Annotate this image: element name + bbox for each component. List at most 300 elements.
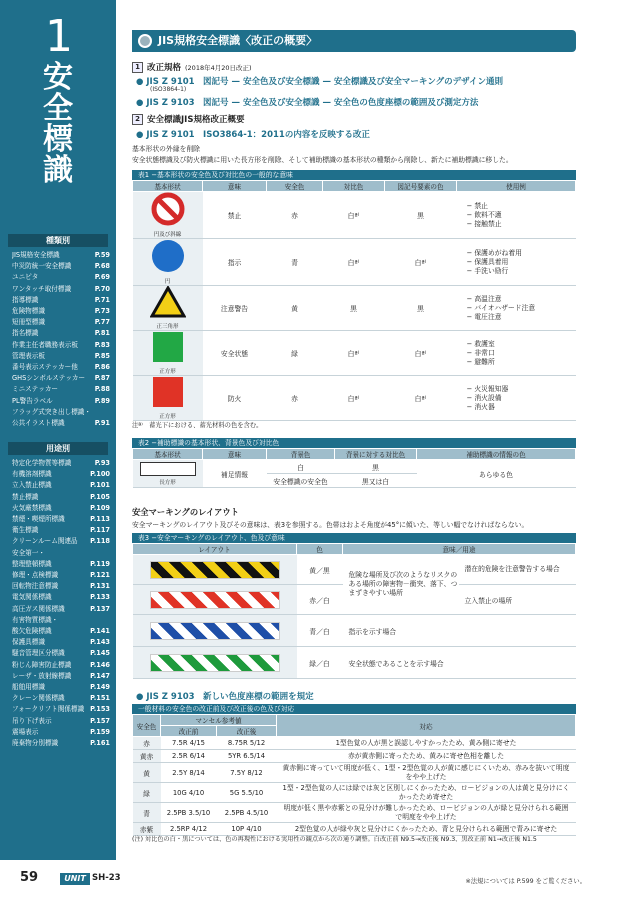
sidebar-link-page: P.87: [94, 374, 110, 383]
sidebar-link-page: P.137: [90, 604, 110, 613]
table3-meaning: 安全状態であることを示す場合: [343, 647, 576, 679]
table1-header: 図記号要素の色: [385, 181, 457, 192]
sidebar-link[interactable]: [12, 492, 110, 503]
sidebar-link[interactable]: [12, 295, 110, 306]
table4-action: 1型色覚の人が黒と誤認しやすかったため、黄み側に寄せた: [277, 737, 576, 750]
table1-meaning: 注意警告: [203, 286, 267, 331]
table3: [132, 543, 576, 679]
sidebar-link-label: フォークリフト関係標識: [12, 705, 85, 714]
sidebar-link[interactable]: [12, 738, 110, 749]
stripe-red-white: [150, 591, 280, 609]
mandatory-sign-icon: [151, 239, 185, 275]
sidebar-link-page: P.151: [90, 694, 110, 703]
section-header: [132, 30, 576, 52]
sidebar-link[interactable]: [12, 306, 110, 317]
sidebar-link[interactable]: [12, 396, 110, 407]
sidebar-link-page: P.83: [94, 340, 110, 349]
table1-header: 基本形状: [133, 181, 203, 192]
table3-caption: 表3 −安全マーキングのレイアウト、色及び意味: [132, 533, 576, 543]
sidebar-link-label: クレーン関係標識: [12, 694, 65, 703]
sidebar-link[interactable]: [12, 480, 110, 491]
sidebar-link[interactable]: [12, 693, 110, 704]
sidebar-link[interactable]: [12, 272, 110, 283]
usage-item: − 消火器: [466, 402, 495, 411]
table4-caption: 一般材料の安全色の改正前及び改正後の色及び対応: [132, 704, 576, 714]
layout-title: 安全マーキングのレイアウト: [132, 507, 239, 517]
sidebar-link[interactable]: [12, 637, 110, 648]
chapter-number: 1: [45, 11, 73, 62]
table1-row: [133, 192, 576, 239]
usage-item: − 禁止: [466, 201, 488, 210]
shape-caption: 正方形: [159, 369, 176, 375]
table2-info: あらゆる色: [417, 460, 576, 488]
fire-sign-icon: [152, 376, 184, 410]
sidebar-link-label: 船舶用標識: [12, 683, 45, 692]
sidebar-link-label: 公共イラスト標識: [12, 419, 65, 428]
sidebar-link-page: P.153: [90, 705, 110, 714]
chapter-title: 安全標識: [43, 60, 73, 188]
table4-color: 黄: [133, 763, 161, 783]
subheading-2: [132, 113, 244, 125]
sidebar-link[interactable]: [12, 671, 110, 682]
sidebar-link-page: P.85: [94, 351, 110, 360]
table2-header: 背景に対する対比色: [335, 449, 417, 460]
sidebar-link-label: 騒音管理区分標識: [12, 649, 65, 658]
table1-header-row: [133, 181, 576, 192]
sidebar-link[interactable]: [12, 592, 110, 603]
sidebar-link[interactable]: [12, 716, 110, 727]
sidebar-link[interactable]: [12, 261, 110, 272]
sidebar-link[interactable]: [12, 559, 110, 570]
table1-symbol-color: 白ª⁾: [385, 331, 457, 376]
sidebar-link-label: 修理・点検標識: [12, 571, 59, 580]
warning-sign-icon: [150, 286, 186, 320]
table1-contrast-color: 黒: [323, 286, 385, 331]
table1-symbol-color: 黒: [385, 286, 457, 331]
sidebar-link-label: ユニピタ: [12, 273, 39, 282]
table2-header: 基本形状: [133, 449, 203, 460]
table1-safety-color: 赤: [267, 376, 323, 421]
sidebar-link-page: P.105: [90, 492, 110, 501]
table1-row: [133, 239, 576, 286]
sidebar-link-label: ワンタッチ取付標識: [12, 284, 72, 293]
sidebar-link-label: 衛生標識: [12, 526, 39, 535]
table3-color: 赤／白: [297, 585, 343, 615]
sidebar-link[interactable]: [12, 548, 110, 559]
table1-row: [133, 376, 576, 421]
table4-action: 2型色覚の人が緑や灰と見分けにくかったため、青と見分けられる範囲で青みに寄せた: [277, 823, 576, 836]
table1-shape-cell: [133, 331, 203, 376]
sidebar-link-label: 中災防統一安全標識: [12, 262, 72, 271]
subheading-title: 安全標識JIS規格改正概要: [147, 115, 245, 125]
shape-caption: 正方形: [159, 414, 176, 420]
table1-shape-cell: [133, 376, 203, 421]
table1-safety-color: 緑: [267, 331, 323, 376]
table1-meaning: 指示: [203, 239, 267, 286]
table1-meaning: 禁止: [203, 192, 267, 239]
sidebar-link-label: 番号表示ステッカー他: [12, 363, 78, 372]
sidebar-link[interactable]: [12, 536, 110, 547]
table3-meaning-danger: 危険な場所及び次のようなリスクのある場所の障害物－衝突、落下、つまずきやすい場所: [343, 555, 459, 615]
sidebar-link-page: P.131: [90, 582, 110, 591]
sidebar-link[interactable]: [12, 340, 110, 351]
table1-safety-color: 黄: [267, 286, 323, 331]
sidebar-link-label: 整理整頓標識: [12, 559, 52, 568]
jis-z9101-sub: (ISO3864-1): [150, 86, 187, 93]
sidebar-link-label: 安全第一・: [12, 548, 45, 557]
table2-caption: 表2 −補助標識の基本形状、背景色及び対比色: [132, 438, 576, 448]
table1-usage: [457, 376, 576, 421]
sidebar-link[interactable]: [12, 373, 110, 384]
table3-header-row: [133, 544, 576, 555]
sidebar-link[interactable]: [12, 469, 110, 480]
section-title: JIS規格安全標識〈改正の概要〉: [158, 34, 318, 47]
sidebar-link-label: 有害物質標識・: [12, 615, 59, 624]
table2-header: 背景色: [267, 449, 335, 460]
sidebar-link-label: 廃棄物分別標識: [12, 739, 59, 748]
sidebar-link-page: P.143: [90, 638, 110, 647]
sidebar-link[interactable]: [12, 648, 110, 659]
jis-z9101-iso-line: ● JIS Z 9101 ISO3864-1：2011の内容を反映する改正: [136, 130, 370, 140]
table3-color: 青／白: [297, 615, 343, 647]
layout-desc: 安全マーキングのレイアウト及びその意味は、表3を参照する。色帯はおよそ角度が45°に傾いた、等しい幅でなければならない。: [132, 521, 529, 529]
sidebar-link-label: フラッグ式突き出し標識・: [12, 407, 91, 416]
table1-row: [133, 331, 576, 376]
usage-item: − 飲料不適: [466, 210, 502, 219]
subheading-number: 2: [132, 114, 143, 125]
sidebar-link[interactable]: [12, 384, 110, 395]
table4-color: 黄赤: [133, 750, 161, 763]
shape-caption: 円及び斜線: [153, 232, 182, 238]
sidebar-link[interactable]: [12, 317, 110, 328]
sidebar-link-label: レーザ・放射線標識: [12, 671, 72, 680]
sidebar-link-label: 高圧ガス関係標識: [12, 604, 65, 613]
shape-caption: 正三角形: [156, 324, 179, 330]
sidebar-link-label: 火気厳禁標識: [12, 503, 52, 512]
sidebar-link[interactable]: [12, 458, 110, 469]
table1-contrast-color: 白ª⁾: [323, 192, 385, 239]
sidebar-link[interactable]: [12, 328, 110, 339]
sidebar-link-label: 立入禁止標識: [12, 481, 52, 490]
table3-meaning: 立入禁止の場所: [459, 585, 576, 615]
sidebar-link-page: P.77: [94, 318, 110, 327]
paragraph-1: 基本形状の外縁を削除: [132, 145, 200, 153]
usage-item: − 保護めがね着用: [466, 248, 522, 257]
sidebar-link[interactable]: [12, 418, 110, 429]
sidebar-link-page: P.91: [94, 419, 110, 428]
table3-color: 黄／黒: [297, 555, 343, 585]
subheading-title: 改正規格: [147, 63, 182, 73]
sidebar-link-page: P.70: [94, 284, 110, 293]
usage-item: − 高温注意: [466, 294, 502, 303]
table3-meaning: 潜在的危険を注意警告する場合: [459, 555, 576, 585]
table3-meaning: 指示を示す場合: [343, 615, 576, 647]
sidebar-link[interactable]: [12, 362, 110, 373]
table4-action: 黄赤側に寄っていて明度が低く、1型・2型色覚の人が黄に感じにくいため、赤みを抜いて明度をやや上げた: [277, 763, 576, 783]
table4-before: 2.5Y 8/14: [161, 763, 217, 783]
sidebar-link-page: P.86: [94, 363, 110, 372]
sidebar-link-label: 管理表示板: [12, 351, 45, 360]
brand-logo: UNIT: [60, 873, 90, 885]
sidebar-link-page: P.89: [94, 396, 110, 405]
sidebar-link-page: P.109: [90, 503, 110, 512]
sidebar-link-page: P.59: [94, 251, 110, 259]
paragraph-2: 安全状態標識及び防火標識に用いた長方形を削除、そして補助標識の基本形状の種類から削除し、新たに補助標識に移した。: [132, 156, 513, 164]
jis-z9103-line: ● JIS Z 9103 図記号 — 安全色及び安全標識 — 安全色の色度座標の範囲及び測定方法: [136, 98, 479, 108]
sidebar-link-page: P.71: [94, 295, 110, 304]
sidebar-link-page: P.93: [94, 459, 110, 467]
table1-caption: 表1 −基本形状の安全色及び対比色の一般的な意味: [132, 170, 576, 180]
table4-color: 赤紫: [133, 823, 161, 836]
usage-item: − 保護具着用: [466, 257, 509, 266]
footer-note: ※法規については P.599 をご覧ください。: [465, 878, 586, 885]
table1-usage: [457, 239, 576, 286]
table1-safety-color: 赤: [267, 192, 323, 239]
table2-shape-cell: [133, 460, 203, 488]
stripe-green-white: [150, 654, 280, 672]
table3-color: 緑／白: [297, 647, 343, 679]
table4-header: 改正前: [161, 726, 217, 737]
sidebar-link-page: P.68: [94, 262, 110, 271]
sidebar-link-label: GHSシンボルステッカー: [12, 374, 86, 383]
table4-before: 2.5PB 3.5/10: [161, 803, 217, 823]
table2-row: [133, 460, 576, 474]
sidebar-link-label: PL警告ラベル: [12, 396, 53, 405]
sidebar-section-use-title: 用途別: [8, 442, 108, 455]
sidebar-link-label: 酸欠危険標識: [12, 627, 52, 636]
table4-after: 7.5Y 8/12: [217, 763, 277, 783]
table2-header: 補助標識の情報の色: [417, 449, 576, 460]
table4-note: (注) 対比色の白・黒については、色の再現性における実用性の観点から次の通り調整。白改正前 N9.5→改正後 N9.3、黒改正前 N1→改正後 N1.5: [132, 836, 537, 843]
table1-header: 対比色: [323, 181, 385, 192]
stripe-cell: [133, 555, 297, 585]
table4-before: 2.5R 6/14: [161, 750, 217, 763]
sidebar-link-label: 回転物注意標識: [12, 582, 59, 591]
table4: [132, 714, 576, 836]
table1-symbol-color: 白ª⁾: [385, 376, 457, 421]
table3-header: 色: [297, 544, 343, 555]
sidebar-link-label: 特定化学物質等標識: [12, 459, 72, 467]
usage-item: − 非常口: [466, 348, 495, 357]
sidebar-link[interactable]: [12, 704, 110, 715]
table4-action: 1型・2型色覚の人には緑では灰と区別しにくかったため、ロービジョンの人は黄と見分けにくかったため寄せた: [277, 783, 576, 803]
stripe-blue-white: [150, 622, 280, 640]
sidebar-link-label: 吊り下げ表示: [12, 716, 52, 725]
usage-item: − 救護室: [466, 339, 495, 348]
sidebar-link-label: 電気関係標識: [12, 593, 52, 602]
sidebar-link-label: 指名標識: [12, 329, 39, 338]
table4-header-row: [133, 715, 576, 726]
sidebar-link-page: P.73: [94, 307, 110, 316]
sidebar-link[interactable]: [12, 503, 110, 514]
sidebar-link-page: P.100: [90, 470, 110, 479]
table4-row: [133, 750, 576, 763]
sidebar-link-label: JIS規格安全標識: [12, 251, 60, 259]
sidebar-link-page: P.147: [90, 671, 110, 680]
table1-usage: [457, 192, 576, 239]
table4-header: 改正後: [217, 726, 277, 737]
sidebar-link-page: P.121: [90, 571, 110, 580]
table4-before: 7.5R 4/15: [161, 737, 217, 750]
bullet-icon: [138, 34, 152, 48]
safe-condition-sign-icon: [152, 331, 184, 365]
usage-item: − 手洗い励行: [466, 266, 509, 275]
sidebar-link-page: P.119: [90, 559, 110, 568]
table4-header: 安全色: [133, 715, 161, 737]
catalog-code: SH-23: [92, 873, 121, 883]
table4-header: マンセル参考値: [161, 715, 277, 726]
stripe-cell: [133, 647, 297, 679]
table1-shape-cell: [133, 286, 203, 331]
sidebar-link-page: P.88: [94, 385, 110, 394]
table4-color: 赤: [133, 737, 161, 750]
sidebar-link-page: P.101: [90, 481, 110, 490]
table1-contrast-color: 白ª⁾: [323, 331, 385, 376]
sidebar-link[interactable]: [12, 727, 110, 738]
sidebar-link-page: P.157: [90, 716, 110, 725]
sidebar-link-page: P.81: [94, 329, 110, 338]
table4-after: 8.75R 5/12: [217, 737, 277, 750]
sidebar-link-page: P.161: [90, 739, 110, 748]
shape-caption: 円: [164, 279, 171, 285]
table3-row: [133, 647, 576, 679]
jis-z9101-line: ● JIS Z 9101 図記号 — 安全色及び安全標識 — 安全標識及び安全マーキングのデザイン通則: [136, 77, 504, 87]
sidebar-link[interactable]: [12, 660, 110, 671]
table1: [132, 180, 576, 421]
sidebar-link-page: P.141: [90, 627, 110, 636]
sidebar-section-type-title: 種類別: [8, 234, 108, 247]
sidebar-link-page: P.149: [90, 683, 110, 692]
usage-item: − 火災報知器: [466, 384, 509, 393]
sidebar-link-page: P.133: [90, 593, 110, 602]
table2-header-row: [133, 449, 576, 460]
table2-bg: 白: [267, 460, 335, 474]
stripe-cell: [133, 585, 297, 615]
sidebar-link-label: 作業主任者職務表示板: [12, 340, 78, 349]
table4-color: 緑: [133, 783, 161, 803]
table4-before: 2.5RP 4/12: [161, 823, 217, 836]
sidebar-link[interactable]: [12, 615, 110, 626]
table4-after: 5G 5.5/10: [217, 783, 277, 803]
usage-item: − 電圧注意: [466, 312, 502, 321]
table3-row: [133, 555, 576, 585]
table4-row: [133, 763, 576, 783]
table1-safety-color: 青: [267, 239, 323, 286]
prohibition-sign-icon: [151, 192, 185, 228]
sidebar-link-page: P.146: [90, 660, 110, 669]
table1-symbol-color: 白ª⁾: [385, 239, 457, 286]
sidebar-link-page: P.117: [90, 526, 110, 535]
usage-item: − 避難所: [466, 357, 495, 366]
stripe-cell: [133, 615, 297, 647]
usage-item: − バイオハザード注意: [466, 303, 536, 312]
sidebar-link-label: 有機溶剤標識: [12, 470, 52, 479]
sidebar-link[interactable]: [12, 284, 110, 295]
table1-header: 意味: [203, 181, 267, 192]
table1-meaning: 安全状態: [203, 331, 267, 376]
subheading-note: (2018年4月20日改正): [185, 63, 252, 72]
table4-header: 対応: [277, 715, 576, 737]
sidebar-link-page: P.145: [90, 649, 110, 658]
table1-meaning: 防火: [203, 376, 267, 421]
table3-header: 意味／用途: [343, 544, 576, 555]
subheading-1: [132, 61, 252, 73]
table1-contrast-color: 白ª⁾: [323, 376, 385, 421]
table2: [132, 448, 576, 488]
sidebar-link-label: 粉じん障害防止標識: [12, 660, 72, 669]
sidebar-link[interactable]: [12, 570, 110, 581]
jis-z9103-new-line: ● JIS Z 9103 新しい色度座標の範囲を規定: [136, 692, 314, 702]
table4-after: 5YR 6.5/14: [217, 750, 277, 763]
table1-shape-cell: [133, 239, 203, 286]
sidebar-link-label: 震場表示: [12, 727, 39, 736]
table4-color: 青: [133, 803, 161, 823]
table1-note: 注ª⁾ 蓄光下における、蓄光材料の色を含む。: [132, 422, 263, 429]
table4-before: 10G 4/10: [161, 783, 217, 803]
subheading-number: 1: [132, 62, 143, 73]
table1-usage: [457, 286, 576, 331]
table4-after: 10P 4/10: [217, 823, 277, 836]
sidebar-link-page: P.118: [90, 537, 110, 546]
sidebar-link-label: 指導標識: [12, 295, 39, 304]
sidebar-link-label: 禁煙・喫煙所標識: [12, 515, 65, 524]
sidebar-link-label: 短冊型標識: [12, 318, 45, 327]
table2-meaning: 補足情報: [203, 460, 267, 488]
rectangle-shape-icon: [140, 462, 196, 476]
table1-symbol-color: 黒: [385, 192, 457, 239]
table4-row: [133, 737, 576, 750]
table4-action: 赤が黄赤側に寄ったため、黄みに寄せ色相を離した: [277, 750, 576, 763]
page-number: 59: [20, 870, 39, 885]
sidebar: [0, 0, 116, 860]
table1-header: 使用例: [457, 181, 576, 192]
table3-row: [133, 615, 576, 647]
usage-item: − 消火設備: [466, 393, 502, 402]
shape-caption: 長方形: [159, 479, 176, 486]
table2-bg: 安全標識の安全色: [267, 474, 335, 488]
usage-item: − 接触禁止: [466, 219, 502, 228]
sidebar-link-page: P.113: [90, 515, 110, 524]
sidebar-link[interactable]: [12, 581, 110, 592]
sidebar-link[interactable]: [12, 351, 110, 362]
sidebar-link-label: 保護具標識: [12, 638, 45, 647]
sidebar-link-label: ミニステッカー: [12, 385, 59, 394]
table2-contrast: 黒: [335, 460, 417, 474]
table1-usage: [457, 331, 576, 376]
table2-contrast: 黒又は白: [335, 474, 417, 488]
sidebar-link[interactable]: [12, 407, 110, 418]
stripe-yellow-black: [150, 561, 280, 579]
sidebar-link-label: 禁止標識: [12, 492, 39, 501]
sidebar-link[interactable]: [12, 682, 110, 693]
sidebar-link[interactable]: [12, 250, 110, 261]
table4-row: [133, 783, 576, 803]
sidebar-link[interactable]: [12, 514, 110, 525]
sidebar-link-page: P.69: [94, 273, 110, 282]
sidebar-link[interactable]: [12, 626, 110, 637]
table4-action: 明度が低く黒や赤紫との見分けが難しかったため、ロービジョンの人が緑と見分けられる範囲で明度をやや上げた: [277, 803, 576, 823]
sidebar-link-page: P.159: [90, 727, 110, 736]
table4-row: [133, 803, 576, 823]
sidebar-link-label: クリーンルーム関連品: [12, 537, 78, 546]
table2-header: 意味: [203, 449, 267, 460]
table4-after: 2.5PB 4.5/10: [217, 803, 277, 823]
sidebar-list-type: [12, 250, 110, 429]
table1-contrast-color: 白ª⁾: [323, 239, 385, 286]
sidebar-link-label: 危険物標識: [12, 307, 45, 316]
sidebar-link[interactable]: [12, 604, 110, 615]
sidebar-link[interactable]: [12, 525, 110, 536]
